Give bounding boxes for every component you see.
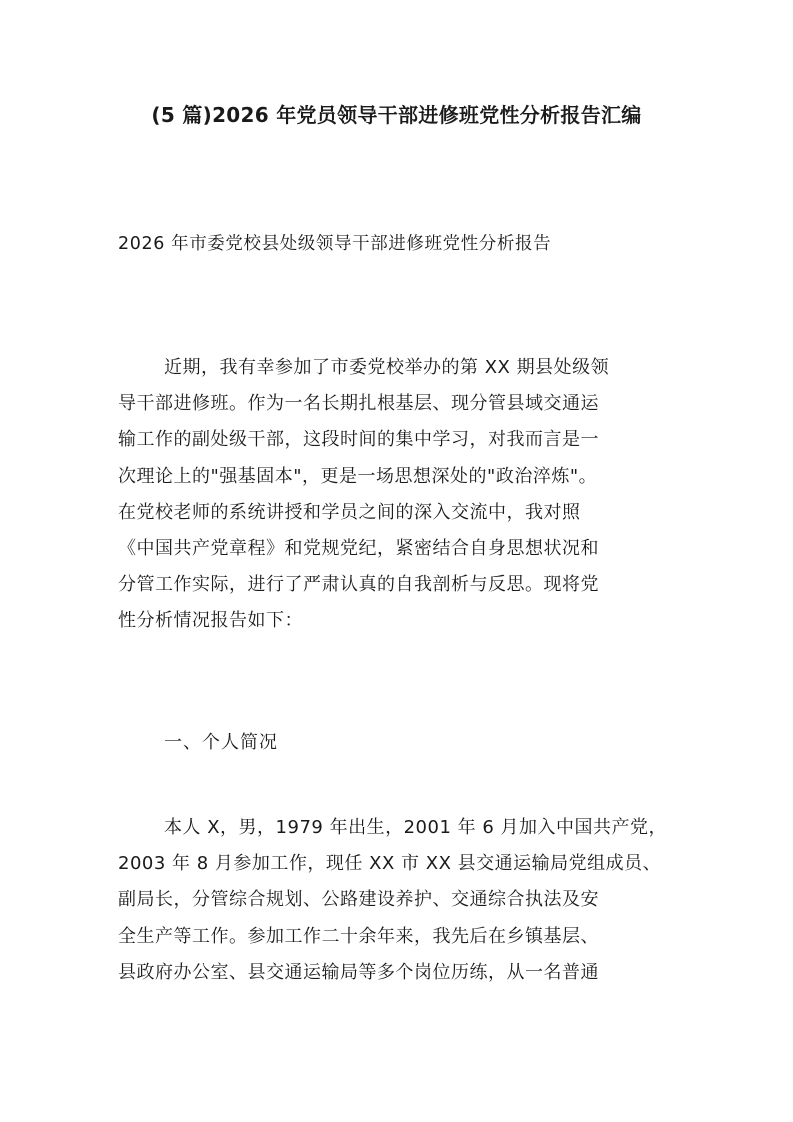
paragraph-line: 县政府办公室、县交通运输局等多个岗位历练，从一名普通 (118, 961, 599, 983)
report-title: 2026 年市委党校县处级领导干部进修班党性分析报告 (118, 234, 552, 254)
paragraph-line: 次理论上的"强基固本"，更是一场思想深处的"政治淬炼"。 (118, 465, 598, 487)
paragraph-line: 性分析情况报告如下： (118, 610, 303, 632)
paragraph-line: 近期，我有幸参加了市委党校举办的第 XX 期县处级领 (164, 357, 610, 378)
intro-paragraph (118, 350, 678, 640)
paragraph-line: 2003 年 8 月参加工作，现任 XX 市 XX 县交通运输局党组成员、 (118, 853, 662, 875)
paragraph-line: 全生产等工作。参加工作二十余年来，我先后在乡镇基层、 (118, 925, 599, 947)
paragraph-line: 输工作的副处级干部，这段时间的集中学习，对我而言是一 (118, 429, 599, 451)
paragraph-line: 本人 X，男，1979 年出生，2001 年 6 月加入中国共产党， (164, 817, 668, 838)
paragraph-line: 副局长，分管综合规划、公路建设养护、交通综合执法及安 (118, 889, 599, 911)
bio-paragraph (118, 810, 678, 991)
document-title: (5 篇)2026 年党员领导干部进修班党性分析报告汇编 (151, 103, 642, 127)
section-heading: 一、个人简况 (164, 732, 278, 753)
paragraph-line: 导干部进修班。作为一名长期扎根基层、现分管县域交通运 (118, 393, 599, 415)
paragraph-line: 分管工作实际，进行了严肃认真的自我剖析与反思。现将党 (118, 574, 599, 596)
paragraph-line: 在党校老师的系统讲授和学员之间的深入交流中，我对照 (118, 501, 581, 523)
paragraph-line: 《中国共产党章程》和党规党纪，紧密结合自身思想状况和 (118, 538, 599, 560)
